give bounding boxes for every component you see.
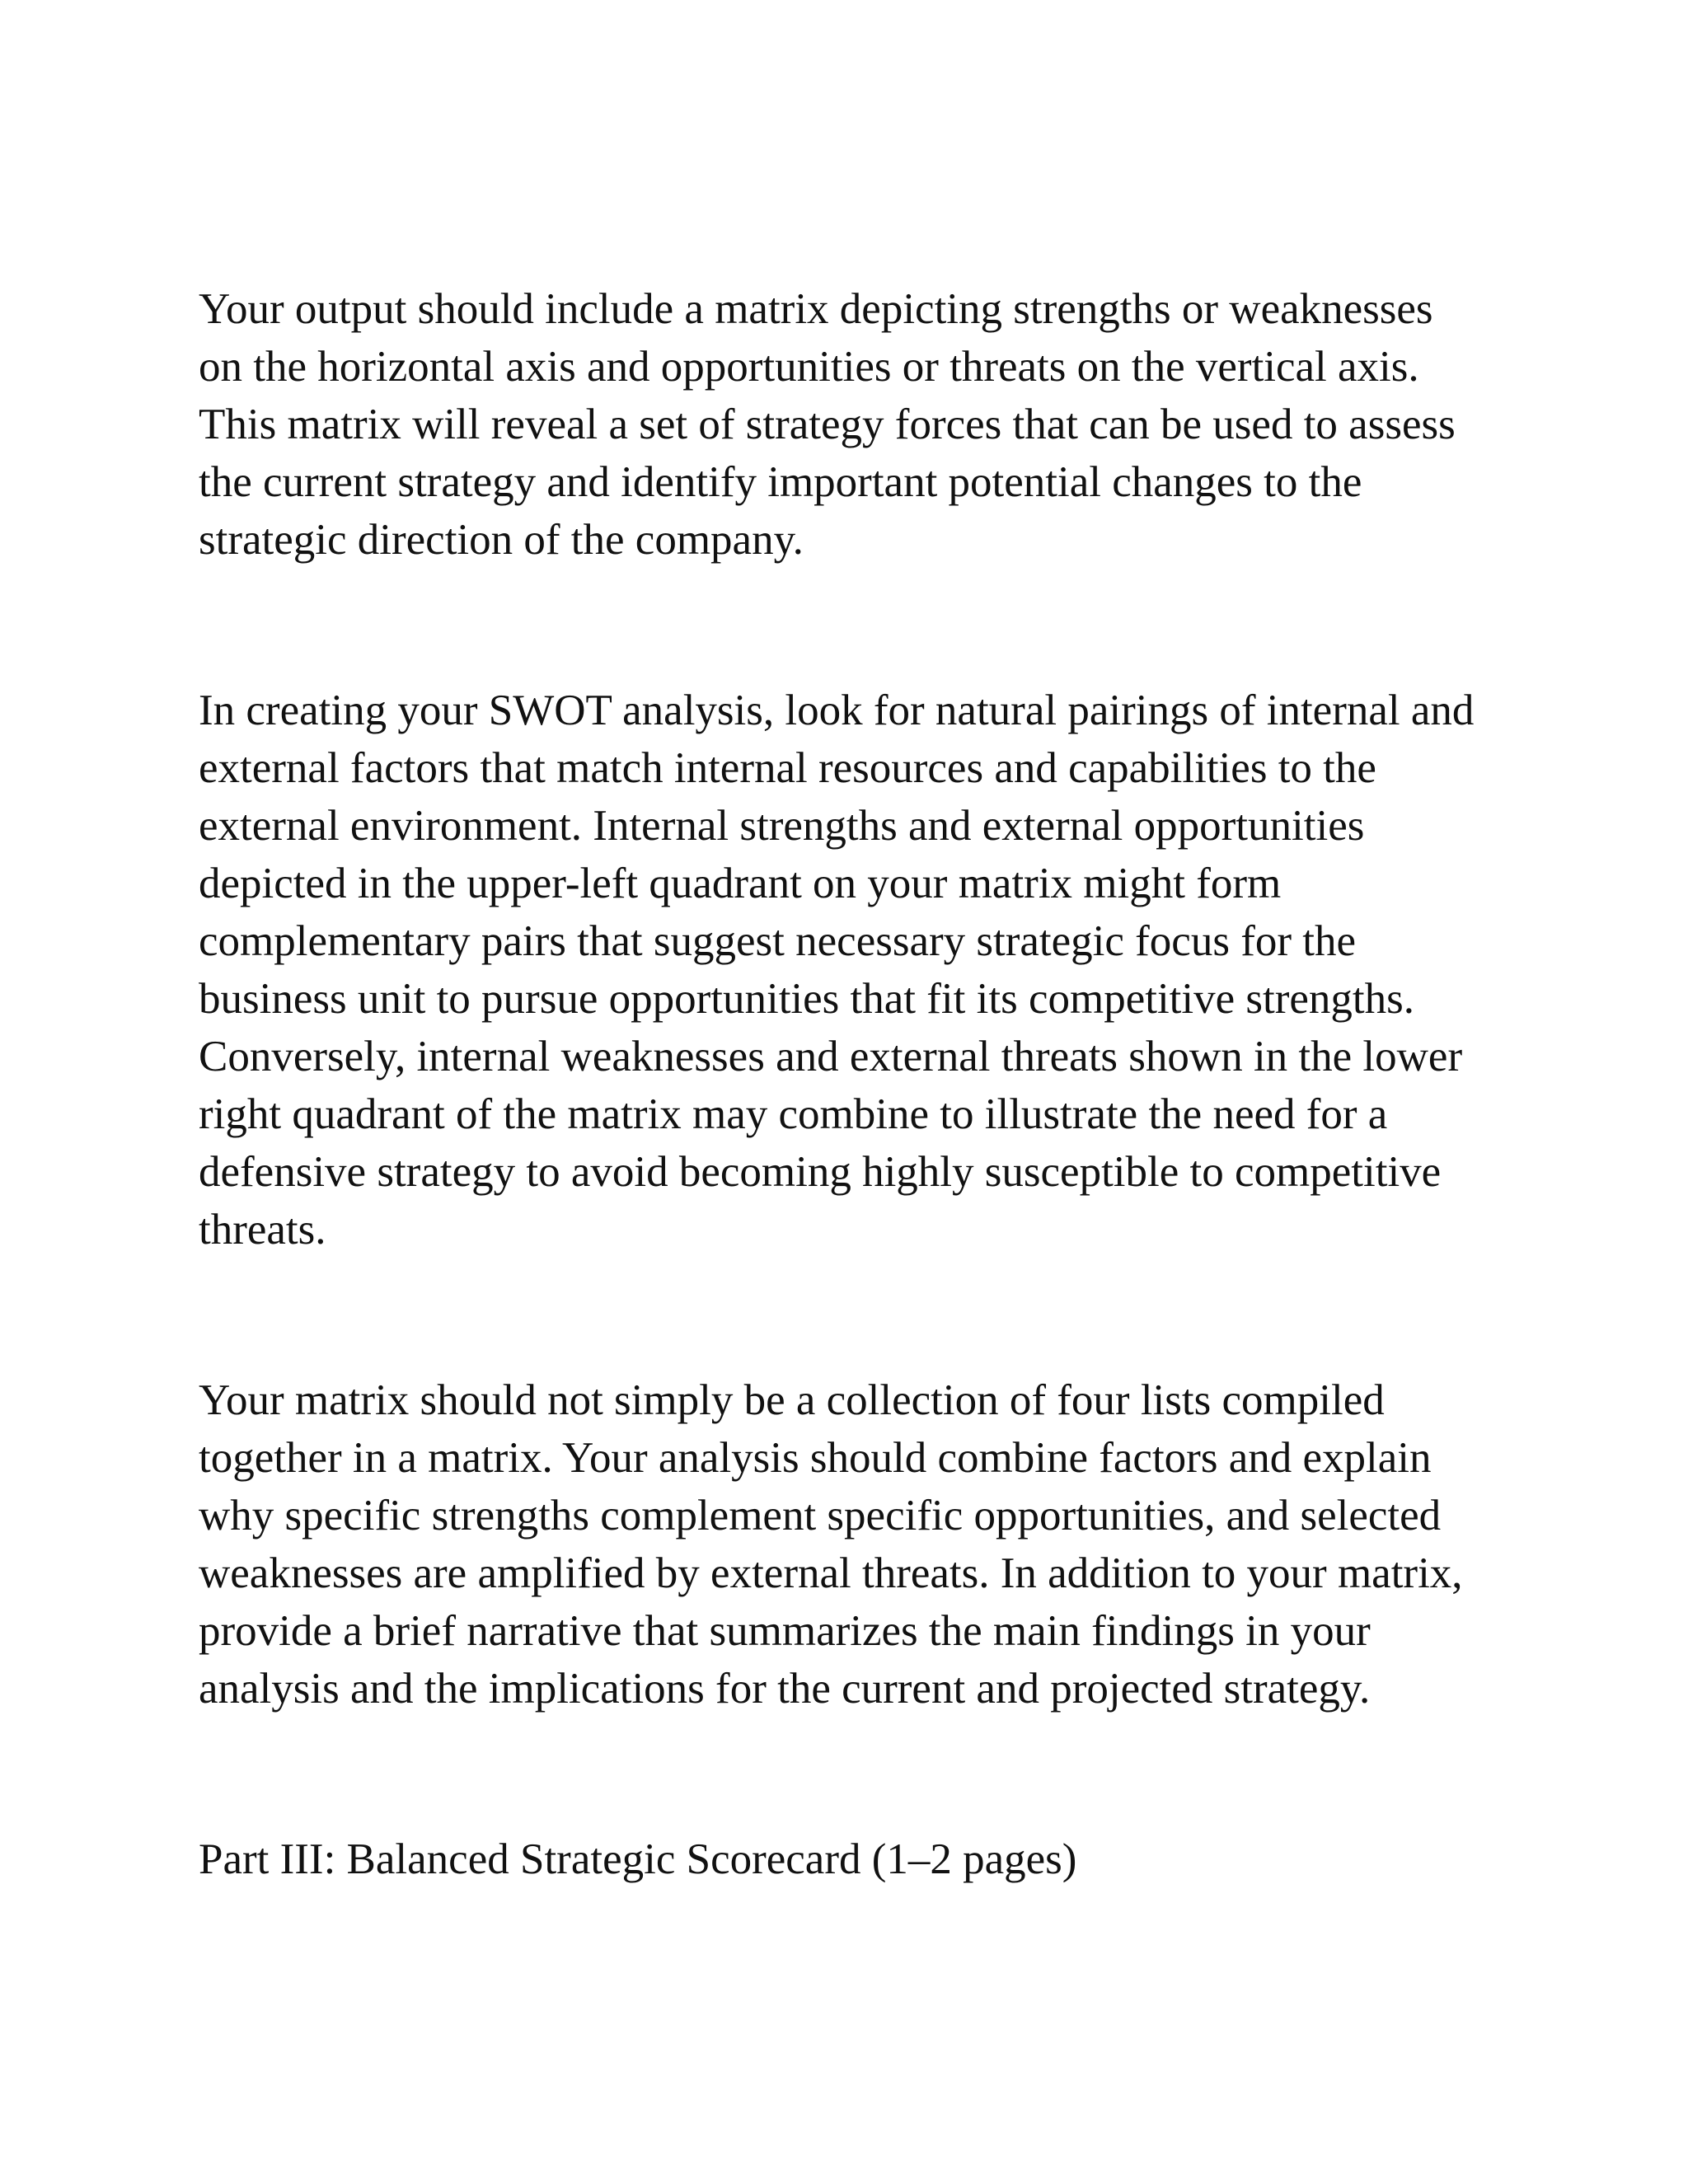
text-line: threats. (199, 1206, 326, 1254)
text-line: Conversely, internal weaknesses and external threats shown in the lower (199, 1033, 1463, 1080)
text-line: This matrix will reveal a set of strategy forces that can be used to assess (199, 401, 1456, 448)
text-line: external environment. Internal strengths and external opportunities (199, 802, 1365, 850)
text-line: analysis and the implications for the current and projected strategy. (199, 1665, 1371, 1713)
text-line: weaknesses are amplified by external threats. In addition to your matrix, (199, 1549, 1463, 1597)
text-line: on the horizontal axis and opportunities or threats on the vertical axis. (199, 343, 1419, 391)
text-line: together in a matrix. Your analysis should combine factors and explain (199, 1434, 1432, 1482)
text-line: right quadrant of the matrix may combine to illustrate the need for a (199, 1090, 1388, 1138)
text-line: business unit to pursue opportunities that fit its competitive strengths. (199, 975, 1415, 1023)
text-line: complementary pairs that suggest necessary strategic focus for the (199, 917, 1357, 965)
text-line: defensive strategy to avoid becoming highly susceptible to competitive (199, 1148, 1442, 1196)
text-line: Your output should include a matrix depicting strengths or weaknesses (199, 285, 1433, 333)
text-line: In creating your SWOT analysis, look for natural pairings of internal and (199, 687, 1475, 734)
text-line: depicted in the upper-left quadrant on your matrix might form (199, 860, 1282, 907)
text-line: provide a brief narrative that summarizes the main findings in your (199, 1607, 1371, 1655)
text-line: Your matrix should not simply be a collection of four lists compiled (199, 1376, 1385, 1424)
text-line: the current strategy and identify important potential changes to the (199, 458, 1362, 506)
text-line: external factors that match internal resources and capabilities to the (199, 744, 1376, 792)
text-line: strategic direction of the company. (199, 516, 804, 564)
section-heading: Part III: Balanced Strategic Scorecard (1–2 pages) (199, 1835, 1077, 1883)
text-line: why specific strengths complement specific opportunities, and selected (199, 1492, 1442, 1540)
